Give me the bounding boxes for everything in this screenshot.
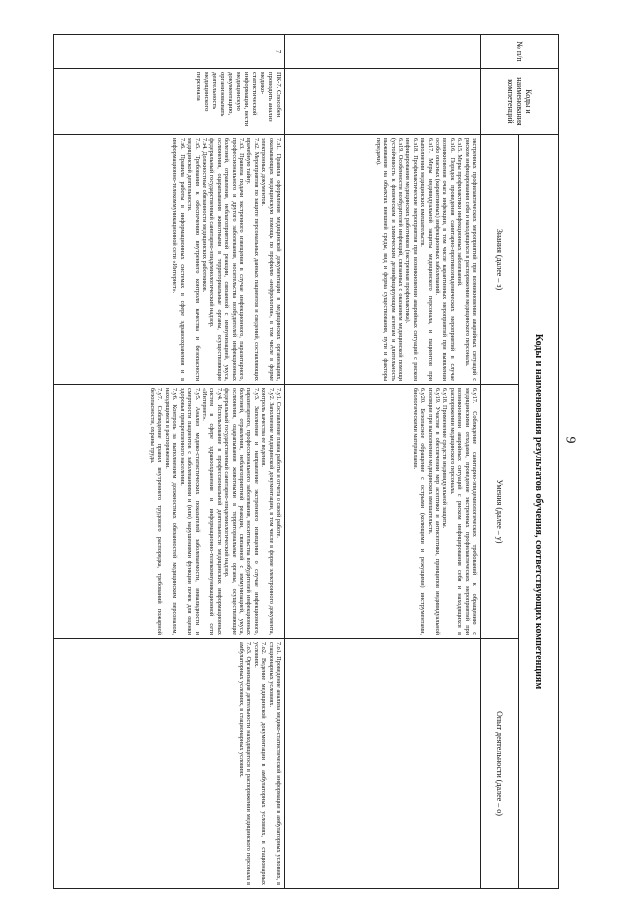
header-experience: Опыт деятельности (далее – о) [481,639,519,889]
row2-skills [54,385,285,639]
row1-skills [285,385,481,639]
list-item: 7.з2. Мероприятия по защите персональных данных пациентов и сведений, составляющих врачебную тайну. [245,138,260,381]
header-knowledge: Знания (далее – з) [481,135,519,385]
list-item: 6.з19. Особенности возбудителей инфекций, связанных с оказанием медицинской помощи (устойчивость к физическим и химическим дезинфицирующим агентам и длительность выживания на объектах внешней среды, вид и форма существования, пути и факторы передачи). [374,138,404,381]
row1-competence [285,69,481,135]
list-item: 6.у19. Участие в обеспечении мер асептики и антисептики, принципов индивидуальной изоляции при выполнении медицинских вмешательств. [426,388,441,635]
header-codes: Коды и наименования компетенций [481,69,559,135]
row2-experience [54,639,285,889]
row2-num: 7 [54,35,285,69]
list-item: 6.у18. Применение средств индивидуальной защиты. [441,388,449,529]
list-item: 7.з6. Правила работы в информационных системах в сфере здравоохранения и в информационно-телекоммуникационной сети «Интернет». [171,138,186,381]
list-item: 7.з1. Правила оформления медицинской документации в медицинских организациях, оказывающих медицинскую помощь по профилю «нефрология», в том числе в форме электронных документов. [260,138,282,381]
list-item: 6.з18. Профилактические мероприятия при возникновении аварийных ситуаций с риском инфицирования медицинских работников (экстренная профилактика). [404,138,419,381]
list-item: 7.з3. Правила подачи экстренного извещения в случае инфекционного, паразитарного, профессионального и другого заболевания, носительства возбудителей инфекционных болезней, отравления, неблагоприятной реакции, связанной с иммунизацией, укуса, ослюнения, оцарапывания животными в территориальные органы, осуществляющие федеральный государственный санитарно-эпидемиологический надзор. [208,138,245,381]
list-item: 6.з15. Меры профилактики инфекционных заболеваний. [456,138,464,287]
list-item: 7.о2. Ведение медицинской документации в амбулаторных условиях, в стационарных условиях. [252,642,268,885]
competence-table [53,34,559,889]
row1-num [285,35,481,69]
list-item: 7.о1. Проведение анализа медико-статистической информации в амбулаторных условиях, в стационарных условиях. [267,642,282,885]
list-item: 7.у7. Соблюдение правил внутреннего трудового распорядка, требований пожарной безопасности, охраны труда. [149,388,164,635]
header-num: № п/п [481,35,559,69]
list-item: 7.у6. Контроль за выполнением должностных обязанностей медицинским персоналом, находящимся в распоряжении. [163,388,179,635]
list-item: 7.у4. Использование в профессиональной деятельности медицинских информационных систем в сфере здравоохранения и информационно-телекоммуникационной сети «Интернет». [200,388,223,635]
list-item: экстренных профилактических мероприятий при возникновении аварийных ситуаций с риском инфицирования себя и находящихся в распоряжении медицинского персонала. [463,138,478,381]
list-item: 6.з16. Порядок проведения санитарно-противоэпидемических мероприятий в случае возникновения очага инфекции, в том числе карантинных мероприятий при выявлении особо опасных (карантинных) инфекционных заболеваний. [433,138,456,381]
header-skills: Умения (далее – у) [481,385,519,639]
list-item: 7.з5. Требования к обеспечению внутреннего контроля качества и безопасности медицинской деятельности. [186,138,201,381]
list-item: 7.о3. Организация деятельности находящегося в распоряжении медицинского персонала в амбулаторных условиях, в стационарных условиях. [237,642,253,885]
list-item: 6.у17. Соблюдение санитарно-эпидемиологических требований к обращению с медицинскими отходами, проведение экстренных профилактических мероприятий при возникновении аварийных ситуаций с риском инфицирования себя и находящихся в распоряжении медицинского персонала. [448,388,478,635]
list-item: 7.у1. Составление плана работы и отчета о своей работе. [275,388,282,538]
page-number: 9 [562,436,578,444]
list-item: 7.з4. Должностные обязанности медицинских работников. [200,138,208,293]
header-results: Коды и наименования результатов обучения, соответствующих компетенциям [519,135,559,889]
list-item: 7.у5. Анализ медико-статистических показателей заболеваемости, инвалидности и смертности пациентов с заболеваниями и (или) нарушениями функции почек для оценки здоровья прикрепленного населения. [178,388,201,635]
list-item: 6.з17. Меры индивидуальной защиты медицинского персонала, и пациентов при выполнении медицинских вмешательств. [419,138,434,381]
header-row-top [519,35,559,889]
list-item: 7.у3. Заполнение и направление экстренного извещения о случае инфекционного, паразитарного, профессионального заболевания, носительства возбудителей инфекционных болезней, отравления, неблагоприятной реакции, связанной с иммунизацией, укуса, ослюнения, оцарапывания животными в территориальные органы, осуществляющие федеральный государственный санитарно-эпидемиологический надзор. [223,388,260,635]
table-row [54,35,285,889]
header-row-sub [481,35,519,889]
list-item: 7.у2. Заполнение медицинской документации, в том числе в форме электронного документа, контроль качества ее ведения. [260,388,275,635]
row2-competence: ПК-7. Способен проводить анализ медико-статистической информации, вести медицинскую документацию, организовывать деятельность медицинского персонала [54,69,285,135]
rotated-table-wrapper [54,34,559,888]
list-item: 6.у20. Безопасное обращение с острыми (колющими и режущими) инструментами, биологическими материалами. [411,388,427,635]
table-row [285,35,481,889]
row2-knowledge [54,135,285,385]
row1-knowledge [285,135,481,385]
row1-experience [285,639,481,889]
